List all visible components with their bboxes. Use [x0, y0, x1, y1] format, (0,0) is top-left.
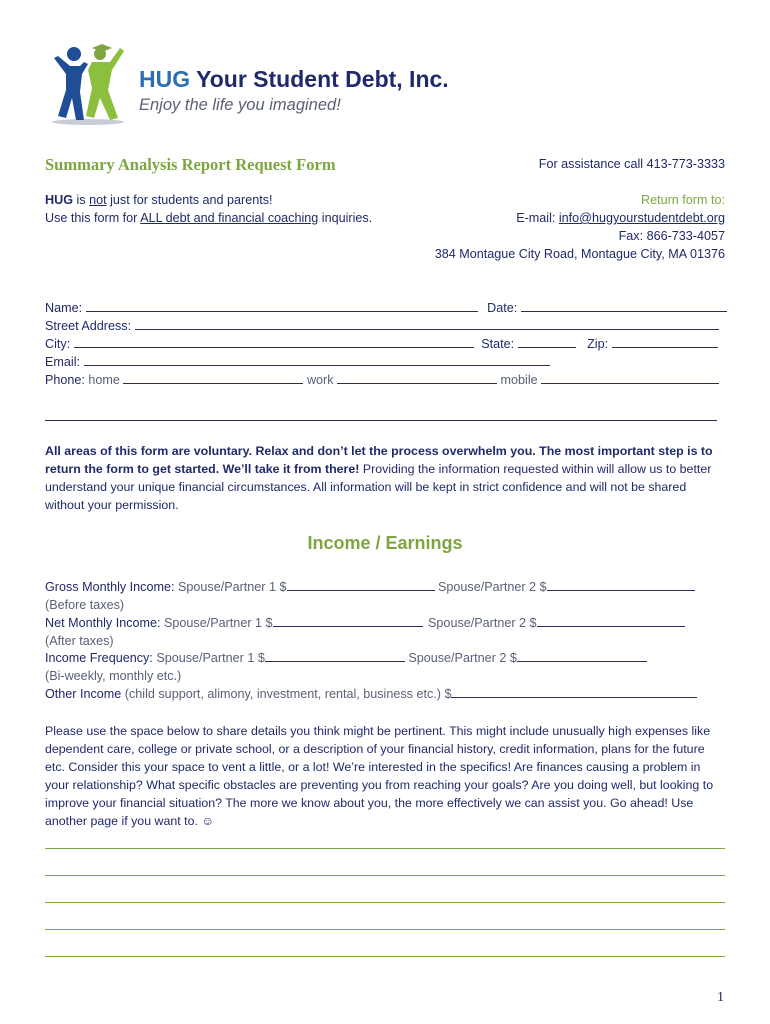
return-label: Return form to:: [641, 193, 725, 207]
phone-label: Phone:: [45, 373, 85, 387]
street-field[interactable]: [135, 317, 719, 330]
row-net: [45, 614, 685, 632]
gross-note: (Before taxes): [45, 598, 125, 612]
freq-label: Income Frequency:: [45, 651, 153, 665]
writing-line-4[interactable]: [45, 929, 725, 930]
intro-not: not: [89, 193, 107, 207]
row-city: [45, 335, 718, 353]
gross-sp2-field[interactable]: [547, 578, 695, 591]
email-link[interactable]: info@hugyourstudentdebt.org: [558, 211, 725, 225]
date-field[interactable]: [521, 299, 727, 312]
logo: [48, 40, 132, 128]
home-phone-field[interactable]: [123, 371, 303, 384]
income-heading: Income / Earnings: [307, 533, 463, 553]
contact-block: [435, 155, 725, 263]
writing-line-3[interactable]: [45, 902, 725, 903]
mobile-phone-field[interactable]: [541, 371, 719, 384]
writing-line-2[interactable]: [45, 875, 725, 876]
gross-sp1-label: Spouse/Partner 1 $: [177, 580, 287, 594]
row-gross: [45, 578, 695, 596]
details-line-5: improve your financial situation? The more we know about you, the more effectively we can assist you. Go ahead! Use: [45, 796, 694, 810]
other-label: Other Income: [45, 687, 122, 701]
notice: [45, 442, 735, 514]
intro-hug: HUG: [45, 193, 73, 207]
gross-label: Gross Monthly Income:: [45, 580, 175, 594]
work-phone-field[interactable]: [337, 371, 497, 384]
gross-sp1-field[interactable]: [287, 578, 435, 591]
details-line-1: Please use the space below to share details you think might be pertinent. This might include unusually high expenses like: [45, 724, 711, 738]
email-label: E-mail:: [516, 211, 559, 225]
logo-figures-icon: [48, 40, 132, 128]
freq-sp1-field[interactable]: [265, 649, 405, 662]
brand-hug: HUG: [139, 66, 191, 92]
other-field[interactable]: [451, 685, 697, 698]
state-field[interactable]: [518, 335, 576, 348]
notice-bold-2: return the form to get started. We’ll take it from there!: [45, 462, 360, 476]
gross-sp2-label: Spouse/Partner 2 $: [438, 580, 547, 594]
home-label: home: [88, 373, 120, 387]
notice-line-3: understand your unique financial circumstances. All information will be kept in strict confidence and will not be shared: [45, 480, 687, 494]
name-field[interactable]: [86, 299, 478, 312]
details-line-4: your relationship? What specific obstacles are preventing you from reaching your goals? Are you doing well, but looking to: [45, 778, 714, 792]
assistance-phone: For assistance call 413-773-3333: [538, 157, 725, 171]
net-sp2-field[interactable]: [537, 614, 685, 627]
intro2-b: ALL debt and financial coaching: [140, 211, 319, 225]
fax-line: Fax: 866-733-4057: [618, 229, 725, 243]
intro-is: is: [73, 193, 90, 207]
address-line: 384 Montague City Road, Montague City, MA 01376: [434, 247, 725, 261]
form-title: Summary Analysis Report Request Form: [45, 155, 336, 174]
intro-line-1: [45, 193, 273, 207]
net-sp1-field[interactable]: [273, 614, 423, 627]
zip-label: Zip:: [587, 337, 609, 351]
row-phone: [45, 371, 719, 389]
intro2-c: inquiries.: [318, 211, 373, 225]
other-detail: (child support, alimony, investment, rental, business etc.) $: [121, 687, 452, 701]
work-label: work: [306, 373, 334, 387]
brand-rest: Your Student Debt, Inc.: [190, 66, 449, 92]
freq-note: (Bi-weekly, monthly etc.): [45, 669, 182, 683]
freq-sp2-label: Spouse/Partner 2 $: [408, 651, 517, 665]
details-paragraph: [45, 722, 735, 830]
section-divider: [45, 420, 717, 421]
city-label: City:: [45, 337, 71, 351]
notice-line-4: without your permission.: [45, 498, 179, 512]
net-label: Net Monthly Income:: [45, 616, 161, 630]
net-sp2-label: Spouse/Partner 2 $: [428, 616, 537, 630]
brand-name: [139, 66, 449, 93]
intro2-a: Use this form for: [45, 211, 141, 225]
mobile-label: mobile: [500, 373, 538, 387]
writing-line-5[interactable]: [45, 956, 725, 957]
row-frequency: [45, 649, 647, 667]
freq-sp1-label: Spouse/Partner 1 $: [156, 651, 265, 665]
date-label: Date:: [487, 301, 518, 315]
email-field-label: Email:: [45, 355, 80, 369]
state-label: State:: [481, 337, 515, 351]
notice-rest-2: Providing the information requested within will allow us to better: [359, 462, 712, 476]
row-other: [45, 685, 697, 703]
details-line-6: another page if you want to. ☺: [45, 814, 215, 828]
name-label: Name:: [45, 301, 83, 315]
notice-bold-1: All areas of this form are voluntary. Relax and don’t let the process overwhelm you. The most important step is to: [45, 444, 713, 458]
page-number: 1: [717, 990, 724, 1005]
zip-field[interactable]: [612, 335, 718, 348]
freq-sp2-field[interactable]: [517, 649, 647, 662]
city-field[interactable]: [74, 335, 474, 348]
email-field[interactable]: [84, 353, 550, 366]
email-line: [435, 209, 725, 227]
row-name: [45, 299, 727, 317]
street-label: Street Address:: [45, 319, 132, 333]
intro-line-2: [45, 211, 372, 225]
writing-line-1[interactable]: [45, 848, 725, 849]
details-line-3: etc. Consider this your space to vent a little, or a lot! We’re interested in the specifics! Are finances causing a problem in: [45, 760, 701, 774]
tagline: Enjoy the life you imagined!: [139, 96, 341, 114]
row-email: [45, 353, 550, 371]
details-line-2: dependent care, college or private school, or a description of your financial history, credit information, plans for the future: [45, 742, 705, 756]
intro-rest: just for students and parents!: [106, 193, 273, 207]
row-street: [45, 317, 719, 335]
net-note: (After taxes): [45, 634, 114, 648]
net-sp1-label: Spouse/Partner 1 $: [164, 616, 273, 630]
